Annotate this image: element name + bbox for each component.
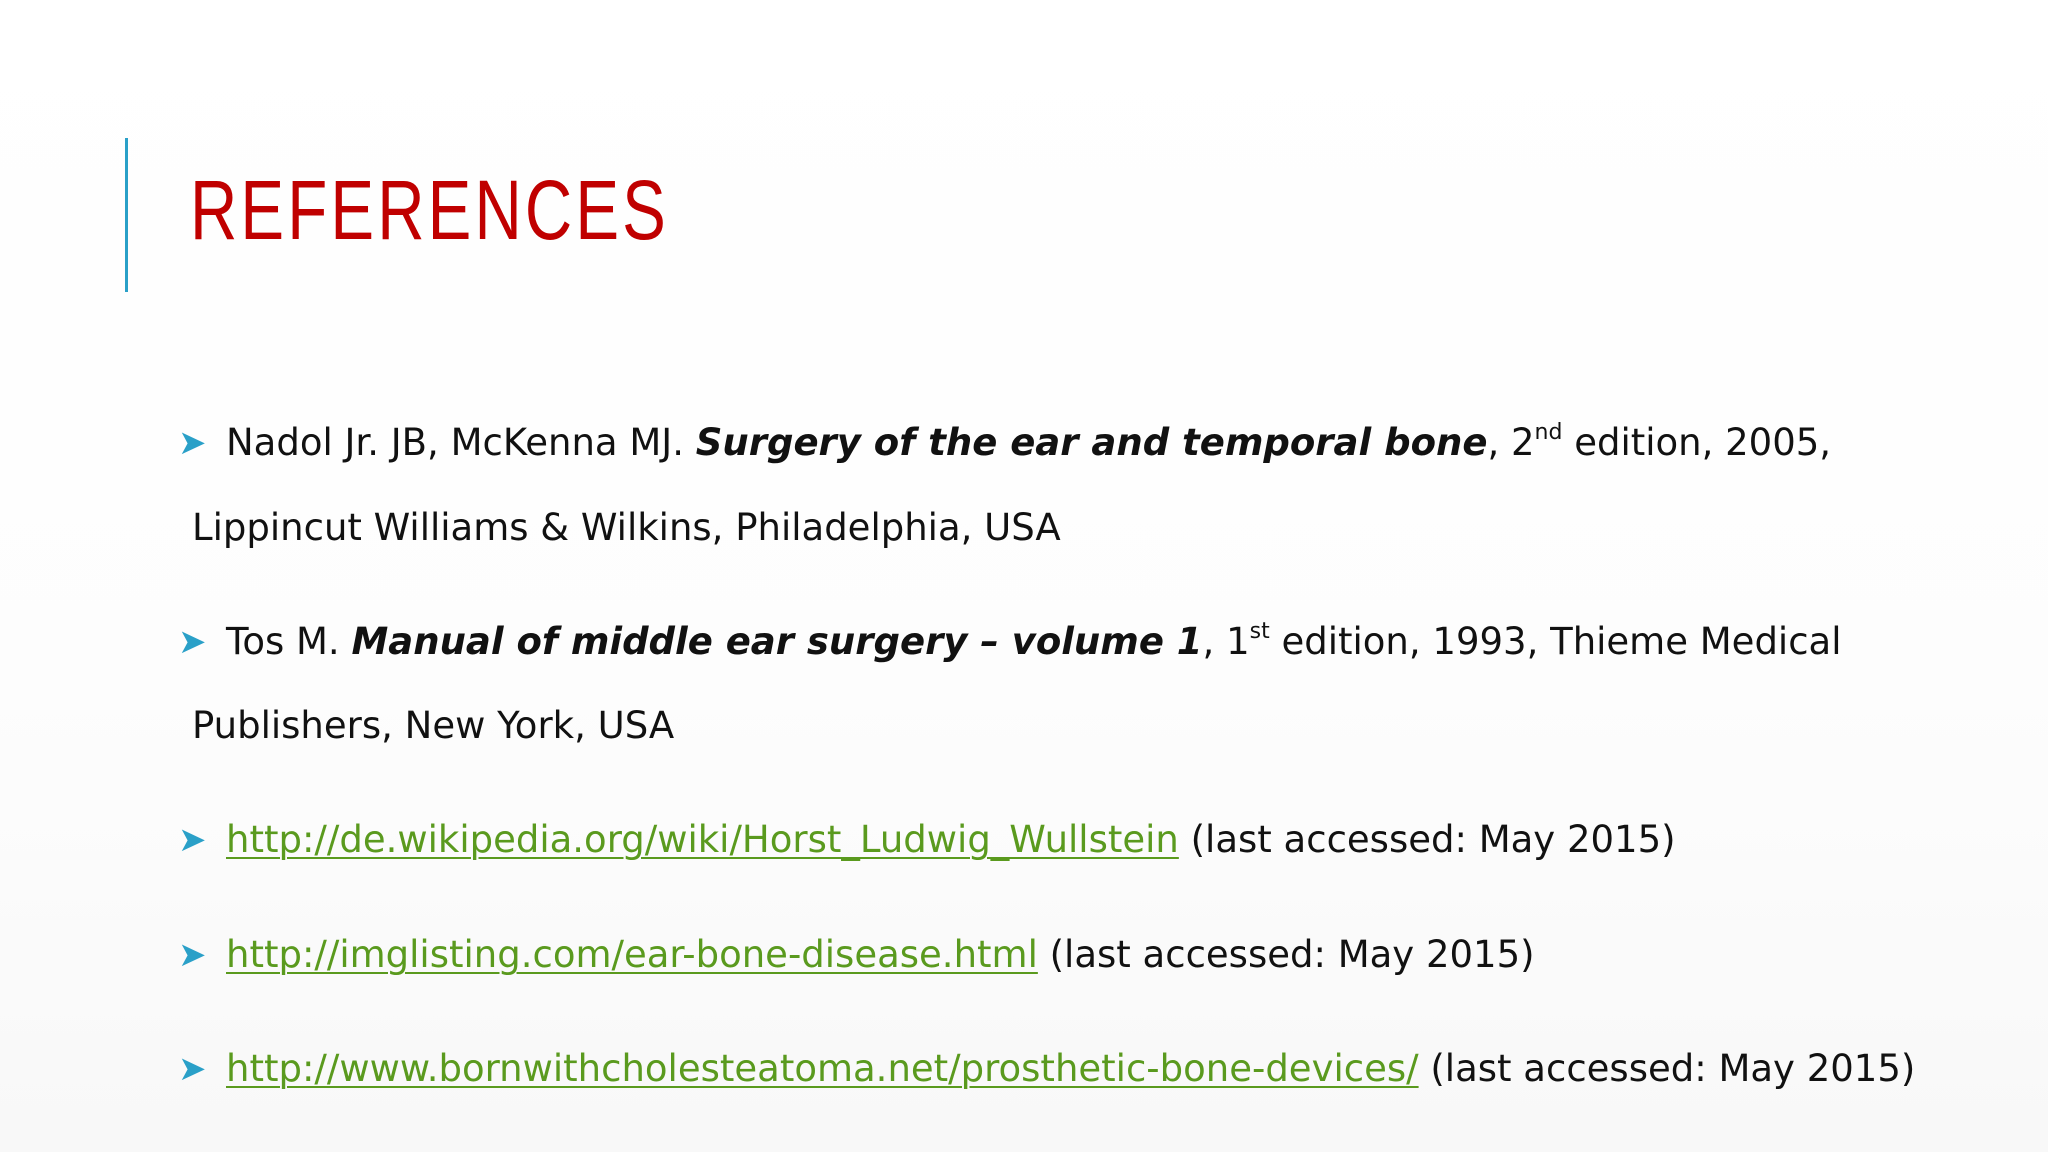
reference-details: edition, 1993, Thieme Medical <box>1269 620 1842 663</box>
access-note: (last accessed: May 2015) <box>1178 818 1676 861</box>
arrowhead-bullet-icon: ➤ <box>178 423 207 463</box>
edition-ordinal: nd <box>1534 420 1563 445</box>
reference-book-title: Manual of middle ear surgery – volume 1 <box>351 620 1203 663</box>
reference-authors: Tos M. <box>226 620 352 663</box>
reference-item-5 <box>178 1047 1916 1090</box>
reference-link[interactable]: http://de.wikipedia.org/wiki/Horst_Ludwig_Wullstein <box>226 818 1179 861</box>
reference-link[interactable]: http://imglisting.com/ear-bone-disease.html <box>226 933 1038 976</box>
access-note: (last accessed: May 2015) <box>1037 933 1535 976</box>
reference-authors: Nadol Jr. JB, McKenna MJ. <box>226 421 696 464</box>
reference-item-4 <box>178 933 1535 976</box>
reference-item-2-continuation: Publishers, New York, USA <box>192 704 675 747</box>
reference-item-3 <box>178 818 1676 861</box>
reference-item-1-continuation: Lippincut Williams & Wilkins, Philadelphia, USA <box>192 506 1061 549</box>
arrowhead-bullet-icon: ➤ <box>178 622 207 662</box>
reference-item-2 <box>178 619 1842 663</box>
arrowhead-bullet-icon: ➤ <box>178 935 207 975</box>
arrowhead-bullet-icon: ➤ <box>178 1049 207 1089</box>
edition-ordinal: st <box>1249 619 1270 644</box>
slide-title: REFERENCES <box>190 163 670 257</box>
reference-separator: , <box>1487 421 1511 464</box>
reference-details: edition, 2005, <box>1562 421 1832 464</box>
access-note: (last accessed: May 2015) <box>1418 1047 1916 1090</box>
reference-link[interactable]: http://www.bornwithcholesteatoma.net/prosthetic-bone-devices/ <box>226 1047 1419 1090</box>
title-accent-bar <box>125 138 128 292</box>
arrowhead-bullet-icon: ➤ <box>178 820 207 860</box>
reference-item-1 <box>178 420 1832 464</box>
edition-number: 1 <box>1226 620 1250 663</box>
edition-number: 2 <box>1510 421 1535 464</box>
reference-separator: , <box>1202 620 1227 663</box>
reference-book-title: Surgery of the ear and temporal bone <box>695 421 1488 464</box>
